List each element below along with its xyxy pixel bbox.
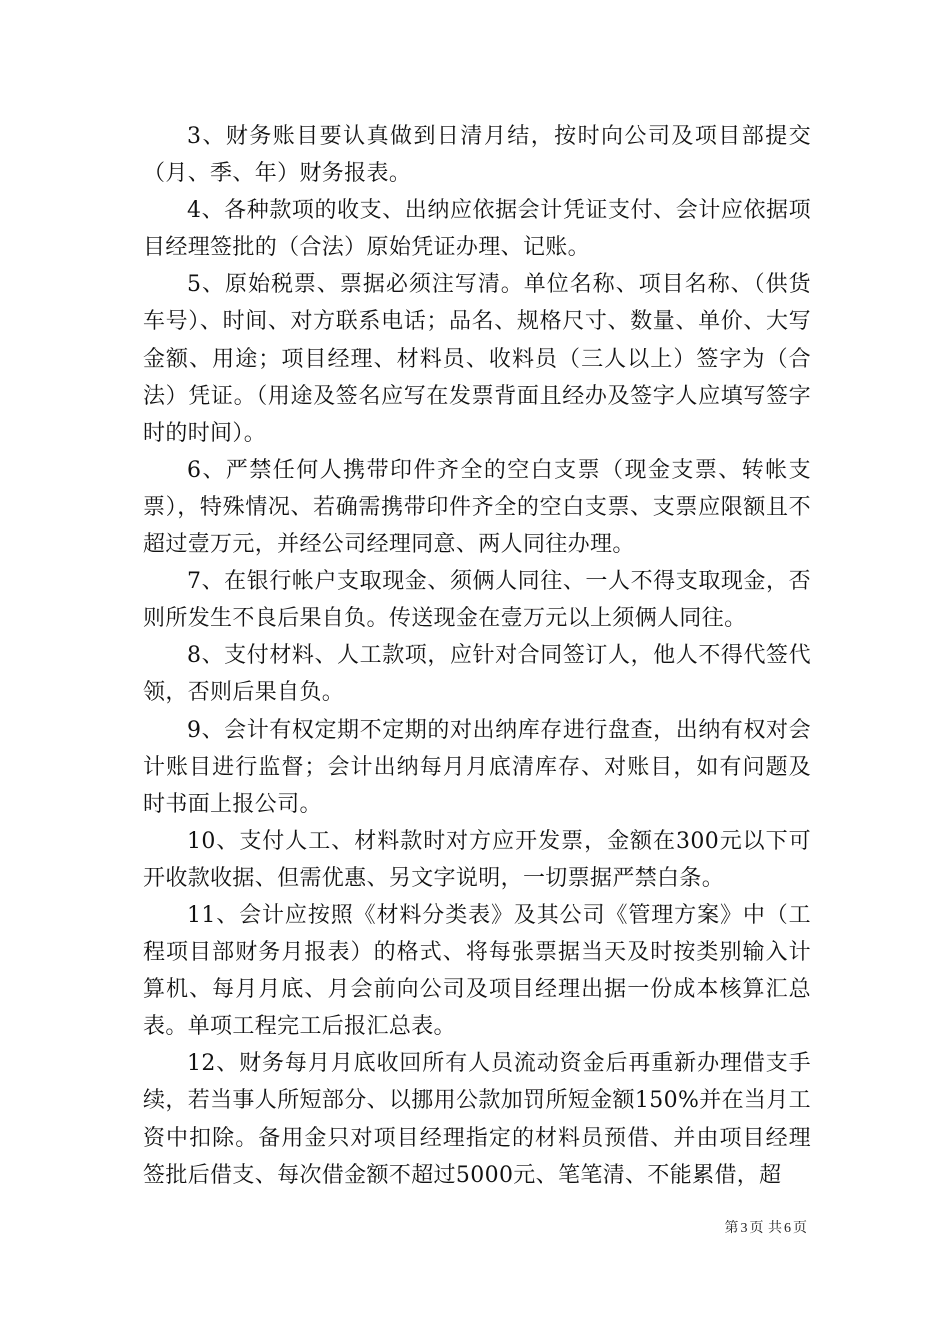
current-page-number: 3	[740, 1221, 748, 1236]
paragraph-4: 4、各种款项的收支、出纳应依据会计凭证支付、会计应依据项目经理签批的（合法）原始凭证办理、记账。	[143, 198, 811, 261]
footer-suffix: 页	[793, 1220, 807, 1236]
page-number-footer	[725, 1219, 807, 1238]
paragraph-9: 9、会计有权定期不定期的对出纳库存进行盘查，出纳有权对会计账目进行监督；会计出纳每月月底清库存、对账目，如有问题及时书面上报公司。	[143, 717, 811, 817]
paragraph-12: 12、财务每月月底收回所有人员流动资金后再重新办理借支手续，若当事人所短部分、以挪用公款加罚所短金额150%并在当月工资中扣除。备用金只对项目经理指定的材料员预借、并由项目经理签批后借支、每次借金额不超过5000元、笔笔清、不能累借，超	[143, 1051, 811, 1188]
paragraph-5: 5、原始税票、票据必须注写清。单位名称、项目名称、（供货车号）、时间、对方联系电话；品名、规格尺寸、数量、单价、大写金额、用途；项目经理、材料员、收料员（三人以上）签字为（合法）凭证。（用途及签名应写在发票背面且经办及签字人应填写签字时的时间）。	[143, 272, 811, 446]
document-body	[143, 118, 811, 1194]
paragraph-8: 8、支付材料、人工款项，应针对合同签订人，他人不得代签代领，否则后果自负。	[143, 643, 811, 706]
paragraph-7: 7、在银行帐户支取现金、须俩人同往、一人不得支取现金，否则所发生不良后果自负。传送现金在壹万元以上须俩人同往。	[143, 569, 811, 632]
paragraph-10: 10、支付人工、材料款时对方应开发票，金额在300元以下可开收款收据、但需优惠、另文字说明，一切票据严禁白条。	[143, 828, 811, 891]
paragraph-6: 6、严禁任何人携带印件齐全的空白支票（现金支票、转帐支票），特殊情况、若确需携带印件齐全的空白支票、支票应限额且不超过壹万元，并经公司经理同意、两人同往办理。	[143, 457, 811, 558]
footer-prefix: 第	[724, 1220, 739, 1236]
total-pages-number: 6	[784, 1221, 791, 1236]
footer-middle: 页 共	[749, 1220, 782, 1236]
paragraph-11: 11、会计应按照《材料分类表》及其公司《管理方案》中（工程项目部财务月报表）的格式、将每张票据当天及时按类别输入计算机、每月月底、月会前向公司及项目经理出据一份成本核算汇总表。单项工程完工后报汇总表。	[143, 902, 811, 1040]
paragraph-3: 3、财务账目要认真做到日清月结，按时向公司及项目部提交（月、季、年）财务报表。	[143, 124, 811, 187]
